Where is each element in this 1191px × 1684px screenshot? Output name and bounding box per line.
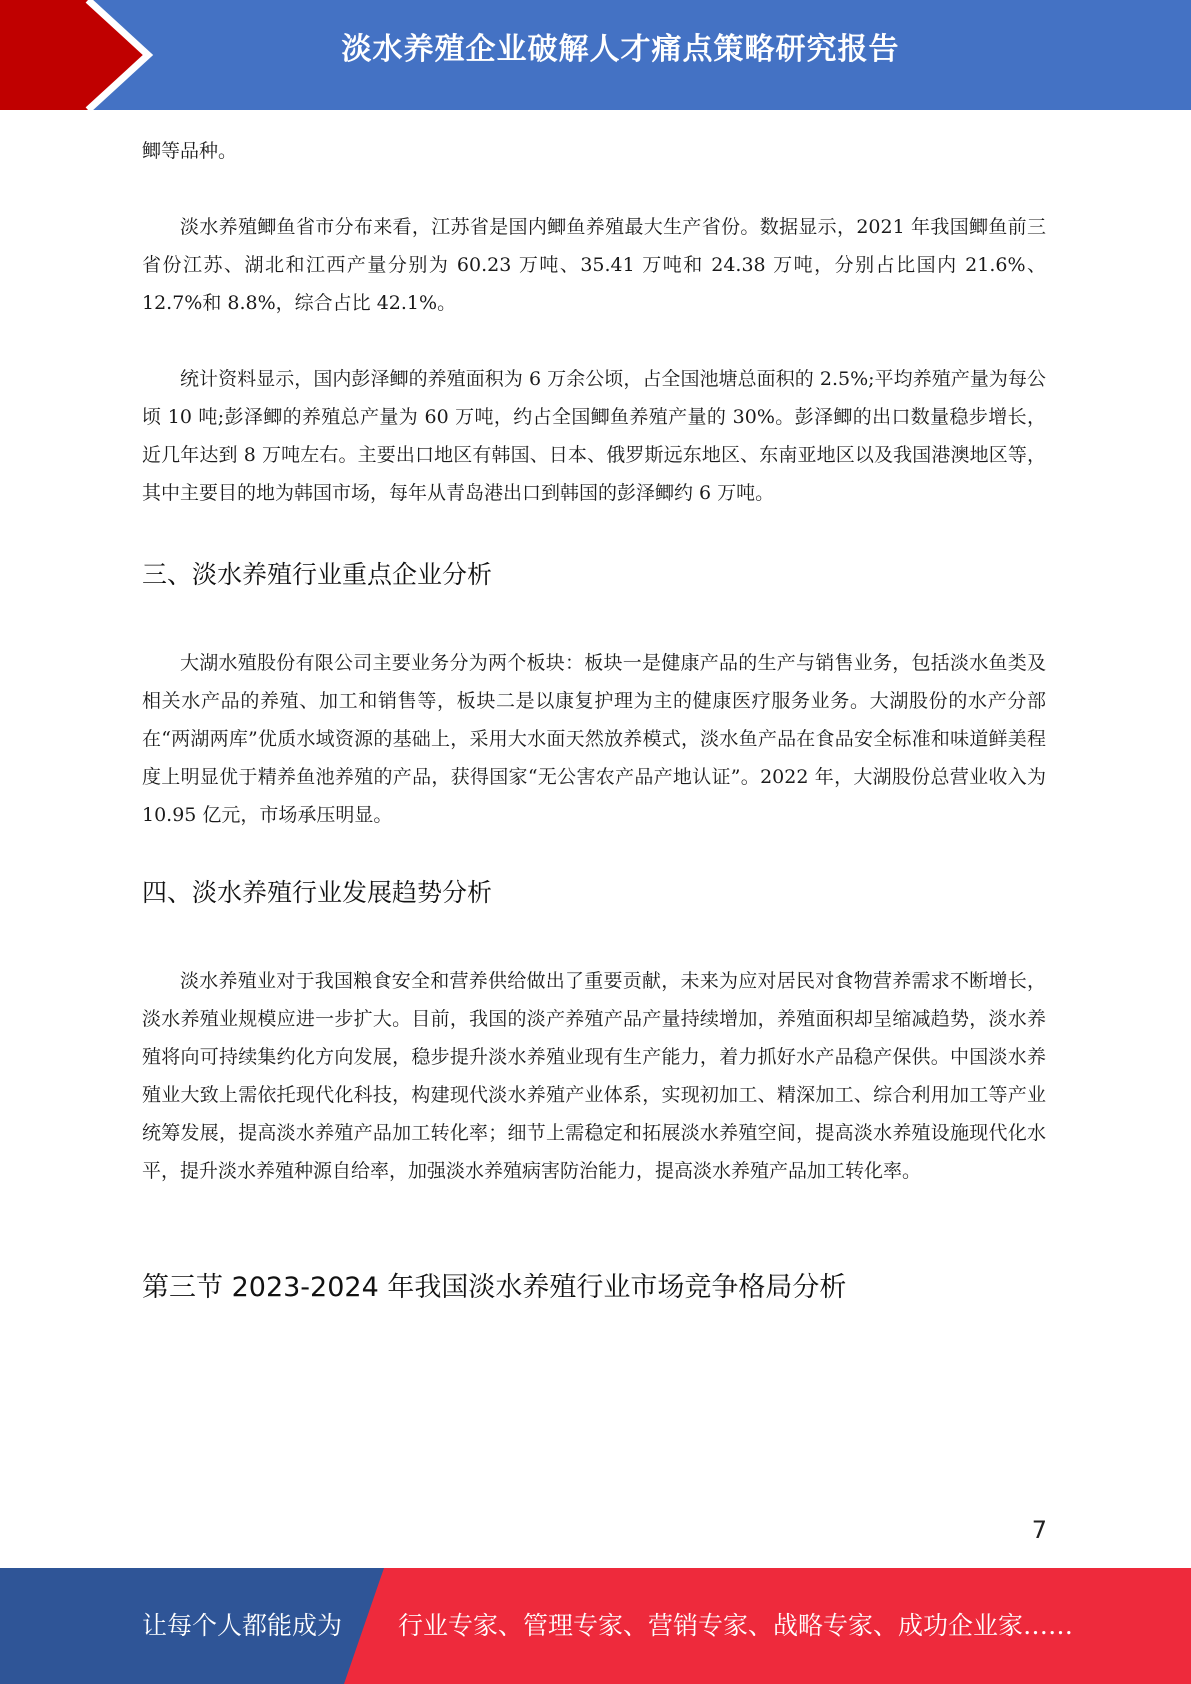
paragraph-continuation: 鲫等品种。 — [142, 140, 238, 162]
page-header — [0, 0, 1191, 110]
section-heading-development-trends: 四、淡水养殖行业发展趋势分析 — [142, 878, 493, 907]
paragraph-crucian-distribution: 淡水养殖鲫鱼省市分布来看，江苏省是国内鲫鱼养殖最大生产省份。数据显示，2021 年我国鲫鱼前三省份江苏、湖北和江西产量分别为 60.23 万吨、35.41 万吨和 24.38 万吨，分别占比国内 21.6%、12.7%和 8.8%，综合占比 42.1%。 — [142, 216, 1046, 314]
section-heading-key-enterprises: 三、淡水养殖行业重点企业分析 — [142, 560, 493, 589]
page-footer — [0, 1568, 1191, 1684]
page-number: 7 — [1031, 1516, 1047, 1544]
footer-slogan-right: 行业专家、管理专家、营销专家、战略专家、成功企业家…… — [398, 1611, 1074, 1640]
document-body — [142, 132, 1046, 1306]
paragraph-dahu-company: 大湖水殖股份有限公司主要业务分为两个板块：板块一是健康产品的生产与销售业务，包括淡水鱼类及相关水产品的养殖、加工和销售等，板块二是以康复护理为主的健康医疗服务业务。大湖股份的水产分部在“两湖两库”优质水域资源的基础上，采用大水面天然放养模式，淡水鱼产品在食品安全标准和味道鲜美程度上明显优于精养鱼池养殖的产品，获得国家“无公害农产品产地认证”。2022 年，大湖股份总营业收入为 10.95 亿元，市场承压明显。 — [142, 652, 1046, 826]
report-title: 淡水养殖企业破解人才痛点策略研究报告 — [341, 32, 900, 67]
chapter-heading-competition: 第三节 2023-2024 年我国淡水养殖行业市场竞争格局分析 — [142, 1272, 847, 1303]
footer-slogan-left: 让每个人都能成为 — [142, 1611, 343, 1640]
paragraph-pengze-statistics: 统计资料显示，国内彭泽鲫的养殖面积为 6 万余公顷，占全国池塘总面积的 2.5%;平均养殖产量为每公顷 10 吨;彭泽鲫的养殖总产量为 60 万吨，约占全国鲫鱼养殖产量的 30%。彭泽鲫的出口数量稳步增长，近几年达到 8 万吨左右。主要出口地区有韩国、日本、俄罗斯远东地区、东南亚地区以及我国港澳地区等，其中主要目的地为韩国市场，每年从青岛港出口到韩国的彭泽鲫约 6 万吨。 — [142, 368, 1046, 504]
paragraph-development-trends: 淡水养殖业对于我国粮食安全和营养供给做出了重要贡献，未来为应对居民对食物营养需求不断增长，淡水养殖业规模应进一步扩大。目前，我国的淡产养殖产品产量持续增加，养殖面积却呈缩减趋势，淡水养殖将向可持续集约化方向发展，稳步提升淡水养殖业现有生产能力，着力抓好水产品稳产保供。中国淡水养殖业大致上需依托现代化科技，构建现代淡水养殖产业体系，实现初加工、精深加工、综合利用加工等产业统筹发展，提高淡水养殖产品加工转化率；细节上需稳定和拓展淡水养殖空间，提高淡水养殖设施现代化水平，提升淡水养殖种源自给率，加强淡水养殖病害防治能力，提高淡水养殖产品加工转化率。 — [142, 970, 1046, 1182]
